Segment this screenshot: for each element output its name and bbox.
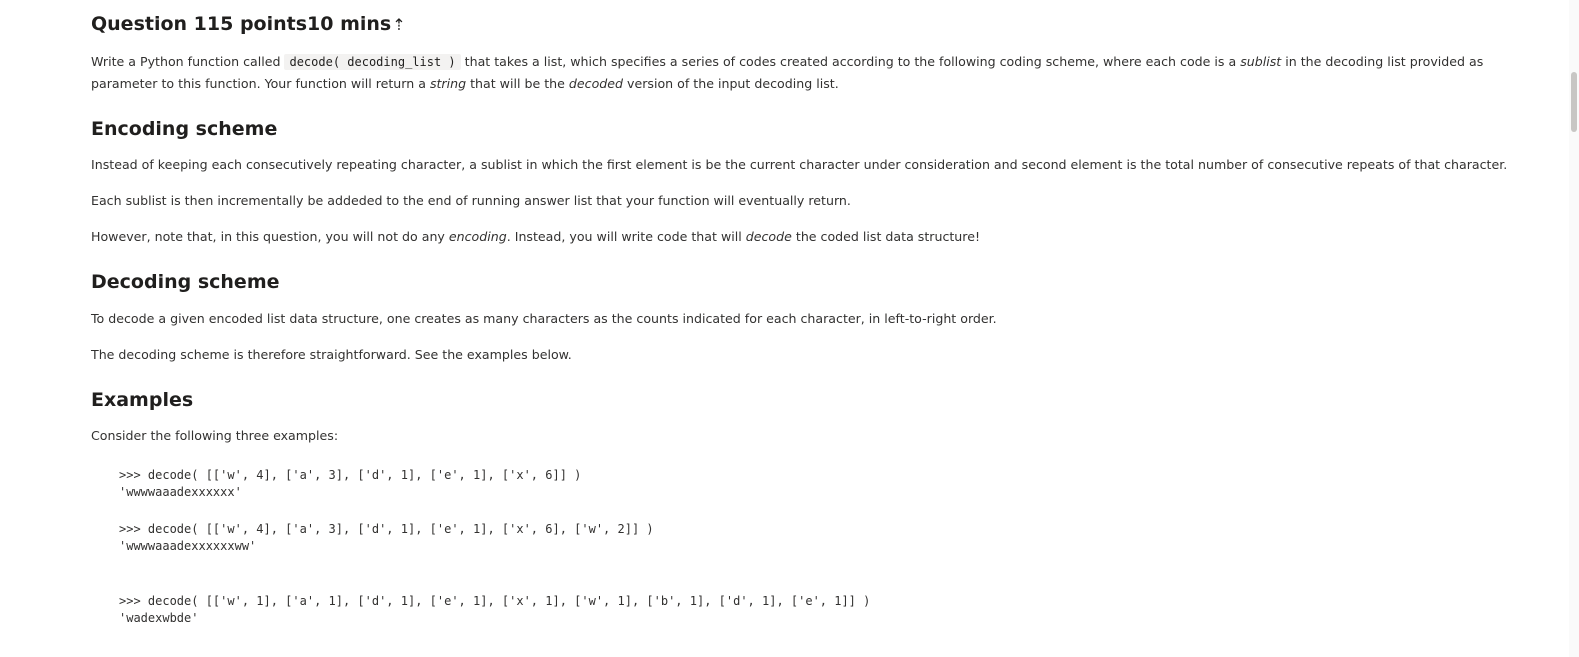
example-result: 'wwwwaaadexxxxxxww' bbox=[119, 539, 257, 553]
question-time: 10 mins bbox=[307, 13, 392, 35]
example-1 bbox=[119, 467, 581, 501]
examples-intro: Consider the following three examples: bbox=[91, 428, 339, 443]
scrollbar-track[interactable] bbox=[1569, 0, 1579, 657]
encoding-paragraph-1: Instead of keeping each consecutively repeating character, a sublist in which the first element is be the current character under consideration and second element is the total number of consecutive repeats of that character. bbox=[91, 157, 1508, 172]
example-call: >>> decode( [['w', 1], ['a', 1], ['d', 1], ['e', 1], ['x', 1], ['w', 1], ['b', 1], ['d', 1], ['e', 1]] ) bbox=[119, 594, 871, 608]
encoding-p3-text-b: . Instead, you will write code that will bbox=[506, 229, 746, 244]
encoding-em-encoding: encoding bbox=[448, 229, 507, 244]
example-call: >>> decode( [['w', 4], ['a', 3], ['d', 1], ['e', 1], ['x', 6]] ) bbox=[119, 468, 582, 482]
encoding-paragraph-3 bbox=[91, 226, 980, 248]
example-result: 'wwwwaaadexxxxxx' bbox=[119, 485, 242, 499]
example-result: 'wadexwbde' bbox=[119, 611, 199, 625]
intro-text-4: that will be the bbox=[466, 76, 569, 91]
function-signature: decode( decoding_list ) bbox=[284, 54, 460, 70]
decoding-heading: Decoding scheme bbox=[91, 271, 280, 293]
question-points: 15 points bbox=[206, 13, 308, 35]
encoding-em-decode: decode bbox=[745, 229, 792, 244]
intro-text-3: in the decoding list provided as parameter to this function. Your function will return a bbox=[91, 54, 1484, 91]
question-title bbox=[91, 13, 406, 36]
example-2 bbox=[119, 521, 654, 555]
intro-text-1: Write a Python function called bbox=[91, 54, 285, 69]
examples-heading: Examples bbox=[91, 389, 194, 411]
example-3 bbox=[119, 593, 870, 627]
intro-em-decoded: decoded bbox=[568, 76, 624, 91]
decoding-paragraph-1: To decode a given encoded list data structure, one creates as many characters as the counts indicated for each character, in left-to-right order. bbox=[91, 311, 997, 326]
example-call: >>> decode( [['w', 4], ['a', 3], ['d', 1], ['e', 1], ['x', 6], ['w', 2]] ) bbox=[119, 522, 654, 536]
question-number: Question 1 bbox=[91, 13, 207, 35]
intro-text-5: version of the input decoding list. bbox=[623, 76, 839, 91]
decoding-paragraph-2: The decoding scheme is therefore straightforward. See the examples below. bbox=[91, 347, 572, 362]
intro-em-sublist: sublist bbox=[1240, 54, 1282, 69]
intro-paragraph bbox=[91, 51, 1523, 95]
scrollbar-thumb[interactable] bbox=[1571, 72, 1577, 132]
intro-text-2: that takes a list, which specifies a series of codes created according to the following coding scheme, where each code is a bbox=[460, 54, 1241, 69]
encoding-p3-text-c: the coded list data structure! bbox=[791, 229, 980, 244]
encoding-heading: Encoding scheme bbox=[91, 118, 278, 140]
encoding-paragraph-2: Each sublist is then incrementally be addeded to the end of running answer list that your function will eventually return. bbox=[91, 193, 851, 208]
arrow-up-icon[interactable]: ⇡ bbox=[392, 15, 406, 34]
encoding-p3-text-a: However, note that, in this question, you will not do any bbox=[91, 229, 449, 244]
intro-em-string: string bbox=[429, 76, 467, 91]
